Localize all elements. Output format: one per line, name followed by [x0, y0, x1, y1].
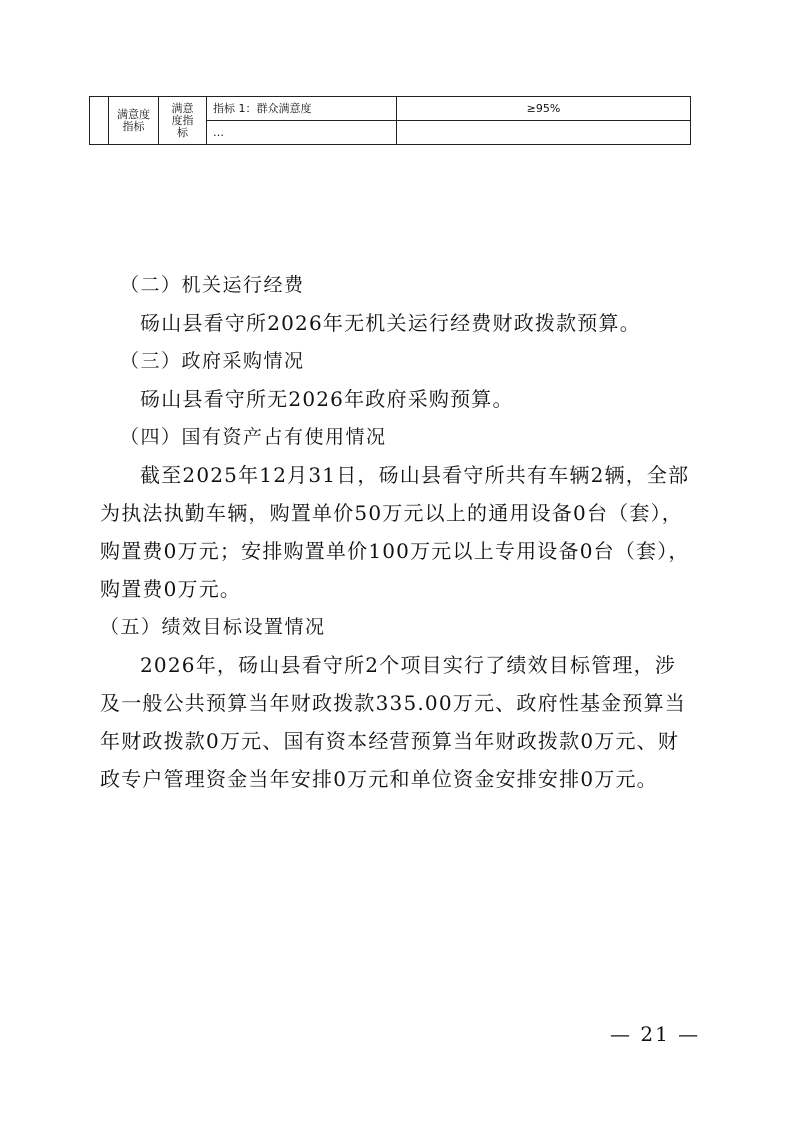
- indicator-name-cell: …: [207, 121, 397, 145]
- performance-indicator-table: [89, 96, 691, 145]
- section-heading-procurement: （三）政府采购情况: [120, 350, 305, 372]
- paragraph-assets-line: 为执法执勤车辆，购置单价50万元以上的通用设备0台（套），: [100, 501, 683, 525]
- paragraph-performance-line: 及一般公共预算当年财政拨款335.00万元、政府性基金预算当: [100, 691, 686, 715]
- section-heading-assets: （四）国有资产占有使用情况: [120, 426, 387, 448]
- paragraph-assets-line: 购置费0万元；安排购置单价100万元以上专用设备0台（套），: [100, 539, 690, 563]
- indicator-value-cell: ≥95%: [397, 97, 691, 121]
- paragraph-procurement: 砀山县看守所无2026年政府采购预算。: [140, 387, 514, 411]
- section-heading-performance: （五）绩效目标设置情况: [100, 616, 326, 638]
- paragraph-assets-line: 购置费0万元。: [100, 577, 242, 601]
- paragraph-performance-line: 2026年，砀山县看守所2个项目实行了绩效目标管理，涉: [140, 653, 677, 677]
- category-b-cell: 满意度指标: [159, 97, 207, 145]
- indicator-name-cell: 指标 1：群众满意度: [207, 97, 397, 121]
- section-heading-operating-funds: （二）机关运行经费: [120, 274, 305, 296]
- indicator-value-cell: [397, 121, 691, 145]
- document-body: [100, 266, 700, 798]
- table-row: [90, 97, 691, 121]
- category-a-cell: 满意度指标: [109, 97, 159, 145]
- table-blank-cell: [90, 97, 109, 145]
- paragraph-assets-line: 截至2025年12月31日，砀山县看守所共有车辆2辆，全部: [140, 463, 690, 487]
- paragraph-performance-line: 政专户管理资金当年安排0万元和单位资金安排安排0万元。: [100, 767, 658, 791]
- paragraph-performance-line: 年财政拨款0万元、国有资本经营预算当年财政拨款0万元、财: [100, 729, 680, 753]
- page-number: — 21 —: [610, 1022, 701, 1046]
- paragraph-operating-funds: 砀山县看守所2026年无机关运行经费财政拨款预算。: [140, 311, 641, 335]
